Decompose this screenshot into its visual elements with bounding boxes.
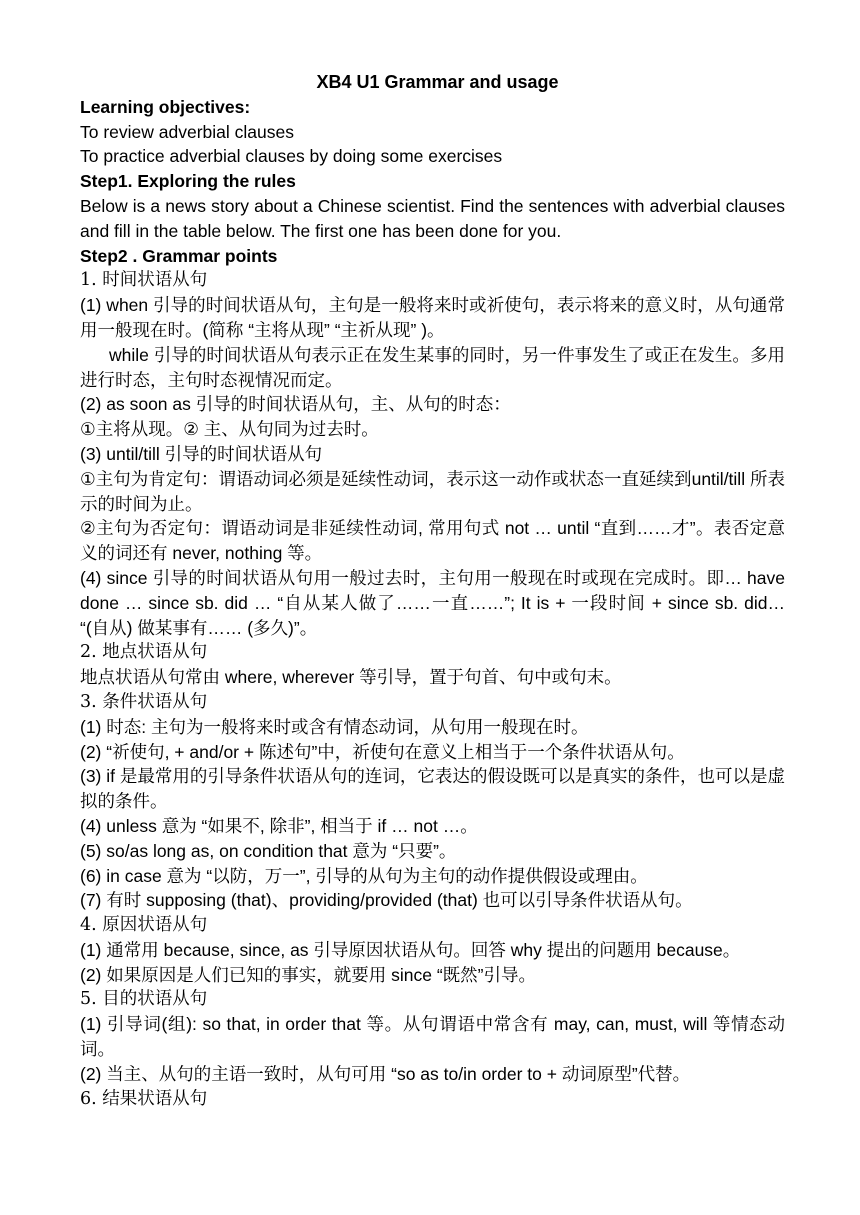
objective-item: To practice adverbial clauses by doing some exercises xyxy=(80,146,503,167)
section-heading-result: 6. 结果状语从句 xyxy=(80,1088,208,1109)
paragraph: (7) 有时 supposing (that)、providing/provided (that) 也可以引导条件状语从句。 xyxy=(80,890,693,911)
step2-heading: Step2 . Grammar points xyxy=(80,245,278,266)
paragraph: (2) 当主、从句的主语一致时，从句可用 “so as to/in order to + 动词原型”代替。 xyxy=(80,1063,691,1084)
paragraph: 地点状语从句常由 where, wherever 等引导，置于句首、句中或句末。 xyxy=(80,667,622,688)
paragraph: ①主将从现。② 主、从句同为过去时。 xyxy=(80,419,379,440)
paragraph: (2) 如果原因是人们已知的事实，就要用 since “既然”引导。 xyxy=(80,964,536,985)
paragraph: ①主句为肯定句：谓语动词必须是延续性动词，表示这一动作或状态一直延续到until/till 所表示的时间为止。 xyxy=(80,468,785,514)
step1-text: Below is a news story about a Chinese scientist. Find the sentences with adverbial clauses and fill in the table below. The first one has been done for you. xyxy=(80,195,785,241)
paragraph: (5) so/as long as, on condition that 意为 “只要”。 xyxy=(80,840,457,861)
paragraph: (4) since 引导的时间状语从句用一般过去时，主句用一般现在时或现在完成时。即… have done … since sb. did … “自从某人做了……一直……”; It is + 一段时间 + since sb. did… “(自从) 做某事有…… (多久)”。 xyxy=(80,567,785,638)
objectives-heading: Learning objectives: xyxy=(80,96,251,117)
paragraph: (4) unless 意为 “如果不, 除非”, 相当于 if … not …。 xyxy=(80,815,478,836)
section-heading-time: 1. 时间状语从句 xyxy=(80,270,208,291)
document-page xyxy=(80,70,785,1111)
paragraph: (1) 通常用 because, since, as 引导原因状语从句。回答 why 提出的问题用 because。 xyxy=(80,939,741,960)
paragraph: (1) 引导词(组): so that, in order that 等。从句谓语中常含有 may, can, must, will 等情态动词。 xyxy=(80,1014,785,1060)
section-heading-condition: 3. 条件状语从句 xyxy=(80,691,208,712)
paragraph: (1) when 引导的时间状语从句，主句是一般将来时或祈使句，表示将来的意义时，从句通常用一般现在时。(简称 “主将从现” “主祈从现” )。 xyxy=(80,295,785,340)
objective-item: To review adverbial clauses xyxy=(80,121,294,142)
section-heading-purpose: 5. 目的状语从句 xyxy=(80,989,208,1010)
paragraph: (2) “祈使句, + and/or + 陈述句”中，祈使句在意义上相当于一个条件状语从句。 xyxy=(80,741,685,762)
paragraph: ②主句为否定句：谓语动词是非延续性动词, 常用句式 not … until “直到……才”。表否定意义的词还有 never, nothing 等。 xyxy=(80,518,785,564)
section-heading-reason: 4. 原因状语从句 xyxy=(80,915,208,936)
document-title: XB4 U1 Grammar and usage xyxy=(316,72,559,92)
paragraph: (6) in case 意为 “以防，万一”, 引导的从句为主句的动作提供假设或理由。 xyxy=(80,865,648,886)
paragraph: (2) as soon as 引导的时间状语从句，主、从句的时态： xyxy=(80,394,511,415)
paragraph: (1) 时态: 主句为一般将来时或含有情态动词，从句用一般现在时。 xyxy=(80,716,589,737)
paragraph: while 引导的时间状语从句表示正在发生某事的同时，另一件事发生了或正在发生。多用进行时态，主句时态视情况而定。 xyxy=(80,344,785,390)
section-heading-place: 2. 地点状语从句 xyxy=(80,642,208,663)
paragraph: (3) until/till 引导的时间状语从句 xyxy=(80,443,323,464)
step1-heading: Step1. Exploring the rules xyxy=(80,171,296,192)
paragraph: (3) if 是最常用的引导条件状语从句的连词，它表达的假设既可以是真实的条件，也可以是虚拟的条件。 xyxy=(80,766,785,812)
